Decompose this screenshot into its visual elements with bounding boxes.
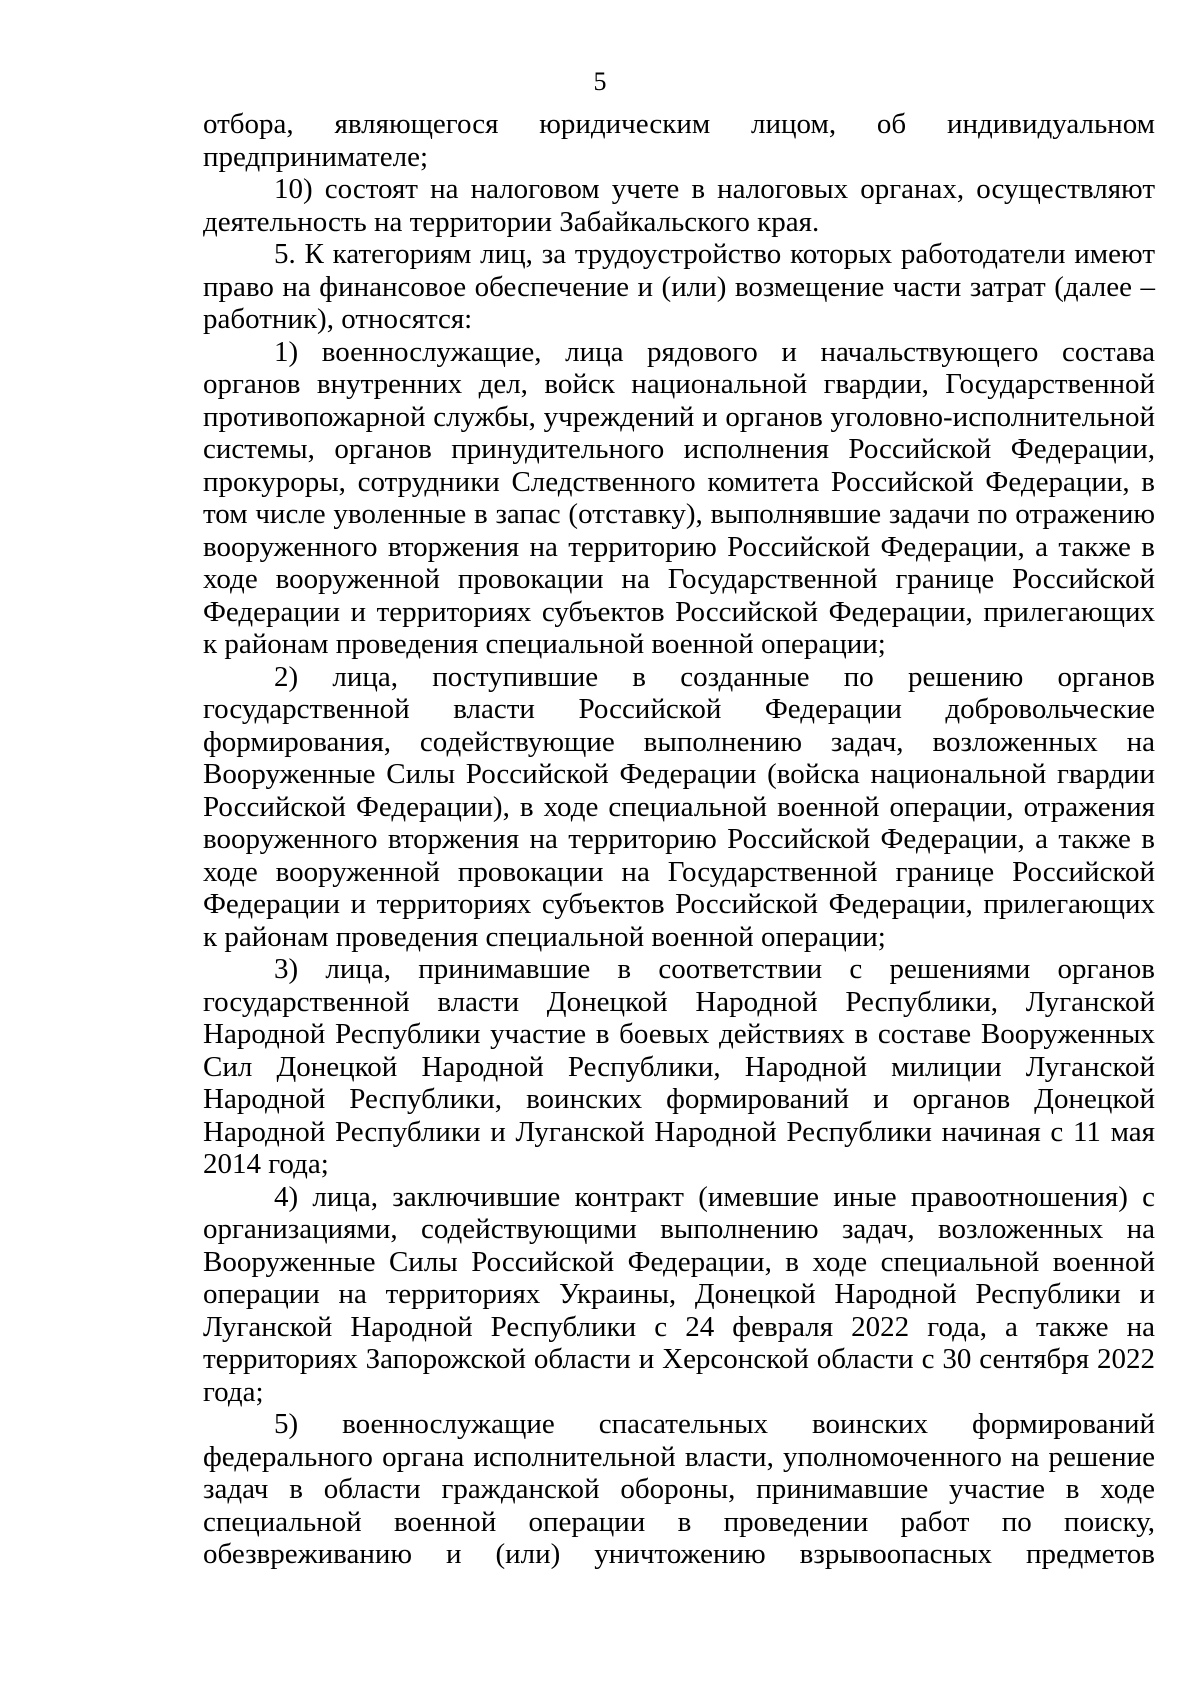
page-number: 5 [593,67,607,96]
paragraph-clause-5: 5. К категориям лиц, за трудоустройство которых работодатели имеют право на финансовое обеспечение и (или) возмещение части затрат (далее – работник), относятся: [203,238,1155,335]
paragraph-category-3: 3) лица, принимавшие в соответствии с решениями органов государственной власти Донецкой Народной Республики, Луганской Народной Республики участие в боевых действиях в составе Вооруженных Сил Донецкой Народной Республики, Народной милиции Луганской Народной Республики, воинских формирований и органов Донецкой Народной Республики и Луганской Народной Республики начиная с 11 мая 2014 года; [203,953,1155,1180]
paragraph-continuation: отбора, являющегося юридическим лицом, об индивидуальном предпринимателе; [203,108,1155,173]
paragraph-category-4: 4) лица, заключившие контракт (имевшие иные правоотношения) с организациями, содействующими выполнению задач, возложенных на Вооруженные Силы Российской Федерации, в ходе специальной военной операции на территориях Украины, Донецкой Народной Республики и Луганской Народной Республики с 24 февраля 2022 года, а также на территориях Запорожской области и Херсонской области с 30 сентября 2022 года; [203,1180,1155,1408]
paragraph-item-10: 10) состоят на налоговом учете в налоговых органах, осуществляют деятельность на территории Забайкальского края. [203,173,1155,238]
paragraph-category-1: 1) военнослужащие, лица рядового и начальствующего состава органов внутренних дел, войск национальной гвардии, Государственной противопожарной службы, учреждений и органов уголовно-исполнительной системы, органов принудительного исполнения Российской Федерации, прокуроры, сотрудники Следственного комитета Российской Федерации, в том числе уволенные в запас (отставку), выполнявшие задачи по отражению вооруженного вторжения на территорию Российской Федерации, а также в ходе вооруженной провокации на Государственной границе Российской Федерации и территориях субъектов Российской Федерации, прилегающих к районам проведения специальной военной операции; [203,335,1155,660]
paragraph-category-5: 5) военнослужащие спасательных воинских формирований федерального органа исполнительной власти, уполномоченного на решение задач в области гражданской обороны, принимавшие участие в ходе специальной военной операции в проведении работ по поиску, обезвреживанию и (или) уничтожению взрывоопасных предметов [203,1408,1155,1570]
paragraph-category-2: 2) лица, поступившие в созданные по решению органов государственной власти Российской Федерации добровольческие формирования, содействующие выполнению задач, возложенных на Вооруженные Силы Российской Федерации (войска национальной гвардии Российской Федерации), в ходе специальной военной операции, отражения вооруженного вторжения на территорию Российской Федерации, а также в ходе вооруженной провокации на Государственной границе Российской Федерации и территориях субъектов Российской Федерации, прилегающих к районам проведения специальной военной операции; [203,660,1155,953]
document-body [203,108,1155,1571]
